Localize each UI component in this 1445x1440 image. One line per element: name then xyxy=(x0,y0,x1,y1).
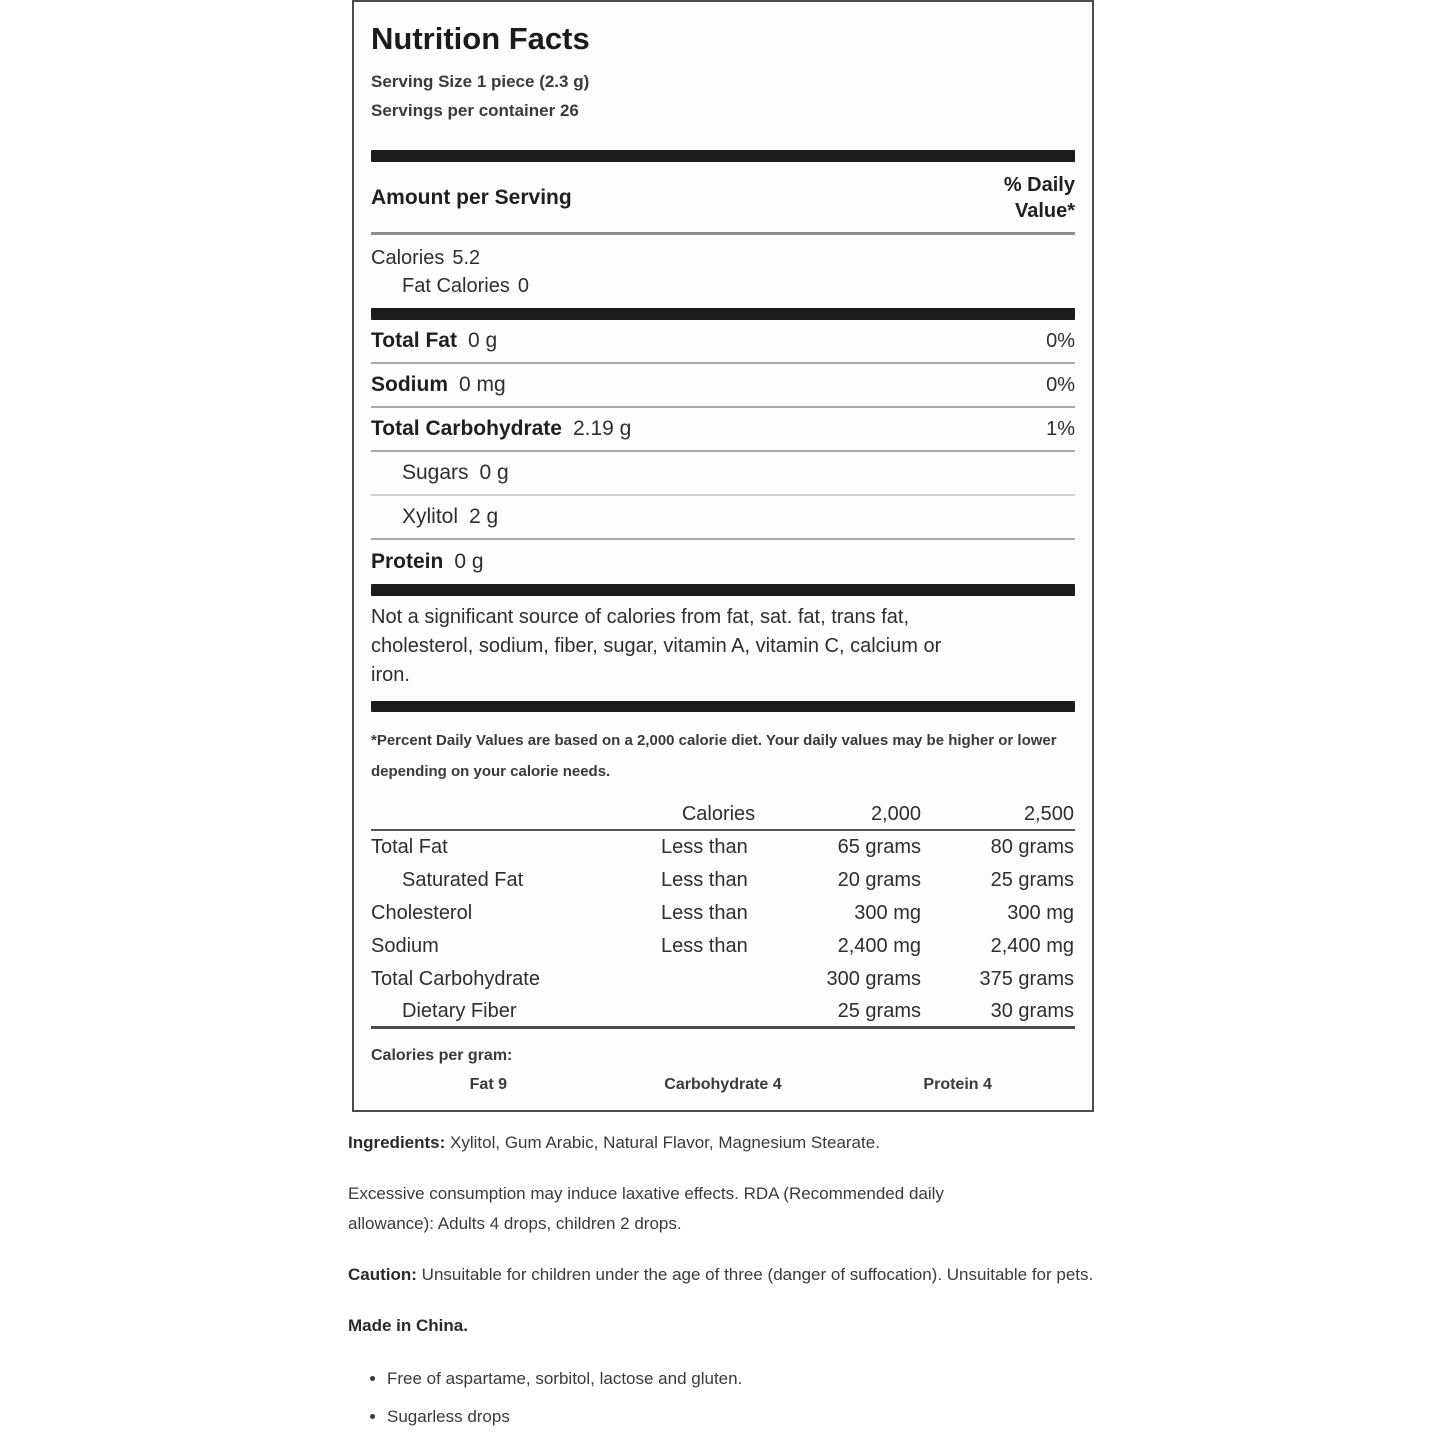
fat-calories-row xyxy=(371,272,1075,300)
daily-values-reference-table xyxy=(371,799,1075,1029)
serving-size: Serving Size 1 piece (2.3 g) xyxy=(371,72,590,91)
table-row-total-carbohydrate xyxy=(371,963,1075,996)
daily-values-footnote: *Percent Daily Values are based on a 2,000 calorie diet. Your daily values may be higher or lower depending on your calorie needs. xyxy=(371,732,1057,780)
calories-per-gram-values xyxy=(371,1076,1075,1094)
nutrient-name: Protein xyxy=(371,550,444,573)
table-cell-qualifier: Less than xyxy=(661,836,748,858)
laxative-warning: Excessive consumption may induce laxative effects. RDA (Recommended daily allowance): Adults 4 drops, children 2 drops. xyxy=(348,1184,944,1233)
nutrient-amount: 2.19 g xyxy=(572,417,632,440)
table-row-saturated-fat xyxy=(371,864,1075,897)
caution xyxy=(348,1260,1098,1290)
table-cell-qualifier: Less than xyxy=(661,902,748,924)
nutrient-row-xylitol xyxy=(371,496,1075,540)
nutrition-facts-label xyxy=(352,0,1094,1112)
nutrient-row-sodium xyxy=(371,364,1075,408)
nutrient-name: Sodium xyxy=(371,373,448,396)
table-cell-2000: 300 mg xyxy=(854,902,921,924)
nutrient-amount: 0 g xyxy=(454,550,484,573)
table-cell-qualifier: Less than xyxy=(661,869,748,891)
daily-value-percent: 1% xyxy=(1046,417,1075,440)
calories-per-gram-fat: Fat 9 xyxy=(469,1076,507,1093)
origin-statement: Made in China. xyxy=(348,1316,468,1335)
nutrient-row-protein xyxy=(371,540,1075,584)
table-cell-label: Dietary Fiber xyxy=(402,999,517,1022)
table-cell-2500: 2,400 mg xyxy=(990,935,1074,957)
table-cell-2000: 300 grams xyxy=(826,968,921,990)
calories-section xyxy=(371,235,1075,308)
nutrient-row-sugars xyxy=(371,452,1075,496)
table-cell-qualifier: Less than xyxy=(661,935,748,957)
insignificant-source-note: Not a significant source of calories from fat, sat. fat, trans fat, cholesterol, sodium, fiber, sugar, vitamin A, vitamin C, calcium or iron. xyxy=(371,606,942,686)
amount-per-serving-label: Amount per Serving xyxy=(371,186,572,209)
table-header-row xyxy=(371,799,1075,831)
table-cell-2000: 65 grams xyxy=(837,836,921,858)
table-cell-2500: 25 grams xyxy=(990,869,1074,891)
list-item: • Sugarless drops xyxy=(387,1402,1098,1432)
table-row-dietary-fiber xyxy=(371,996,1075,1029)
nutrient-name: Total Fat xyxy=(371,329,457,352)
table-cell-2000: 20 grams xyxy=(837,869,921,891)
table-row-sodium xyxy=(371,930,1075,963)
nutrient-amount: 0 mg xyxy=(459,373,506,396)
fat-calories-label: Fat Calories xyxy=(402,275,510,297)
nutrient-name: Sugars xyxy=(402,461,469,484)
ingredients xyxy=(348,1128,1098,1158)
ingredients-label: Ingredients: xyxy=(348,1133,446,1152)
daily-value-header: % Daily Value* xyxy=(1003,174,1075,222)
amount-per-serving-header xyxy=(371,162,1075,235)
calories-per-gram-protein: Protein 4 xyxy=(923,1076,992,1093)
calories-value: 5.2 xyxy=(452,247,481,269)
table-cell-2000: 25 grams xyxy=(837,999,921,1022)
calories-label: Calories xyxy=(371,247,445,269)
calories-per-gram-carbohydrate: Carbohydrate 4 xyxy=(664,1076,782,1093)
table-cell-2500: 375 grams xyxy=(979,968,1074,990)
nutrient-amount: 0 g xyxy=(467,329,498,352)
calories-row xyxy=(371,244,1075,272)
nutrient-row-total-carbohydrate xyxy=(371,408,1075,452)
table-cell-2000: 2,400 mg xyxy=(837,935,921,957)
daily-value-percent: 0% xyxy=(1046,373,1075,396)
table-cell-2500: 300 mg xyxy=(1007,902,1074,924)
nutrient-name: Total Carbohydrate xyxy=(371,417,562,440)
caution-text: Unsuitable for children under the age of three (danger of suffocation). Unsuitable for pets. xyxy=(416,1265,1094,1284)
table-header-calories: Calories xyxy=(681,802,756,825)
feature-list xyxy=(348,1364,1098,1432)
calories-per-gram-label: Calories per gram: xyxy=(371,1047,513,1064)
ingredients-text: Xylitol, Gum Arabic, Natural Flavor, Magnesium Stearate. xyxy=(445,1133,880,1152)
table-header-2500: 2,500 xyxy=(1023,802,1074,825)
fat-calories-value: 0 xyxy=(517,275,529,297)
caution-label: Caution: xyxy=(348,1265,417,1284)
nutrient-amount: 0 g xyxy=(479,461,509,484)
table-header-2000: 2,000 xyxy=(870,802,921,825)
servings-per-container: Servings per container 26 xyxy=(371,101,579,120)
product-details-text xyxy=(348,1128,1098,1440)
table-cell-2500: 80 grams xyxy=(990,836,1074,858)
table-row-total-fat xyxy=(371,831,1075,864)
nutrient-row-total-fat xyxy=(371,320,1075,364)
table-cell-label: Saturated Fat xyxy=(402,869,524,891)
nutrient-name: Xylitol xyxy=(402,505,459,528)
table-row-cholesterol xyxy=(371,897,1075,930)
thick-rule xyxy=(371,584,1075,596)
label-title: Nutrition Facts xyxy=(371,21,590,56)
thick-rule xyxy=(371,308,1075,320)
list-item: • Free of aspartame, sorbitol, lactose and gluten. xyxy=(387,1364,1098,1394)
daily-value-percent: 0% xyxy=(1046,329,1075,352)
table-cell-label: Total Carbohydrate xyxy=(371,968,540,990)
nutrient-amount: 2 g xyxy=(469,505,499,528)
table-cell-label: Cholesterol xyxy=(371,902,473,924)
thick-rule xyxy=(371,701,1075,712)
table-cell-label: Sodium xyxy=(371,935,439,957)
table-cell-2500: 30 grams xyxy=(990,999,1074,1022)
table-cell-label: Total Fat xyxy=(371,836,448,858)
thick-rule xyxy=(371,150,1075,162)
